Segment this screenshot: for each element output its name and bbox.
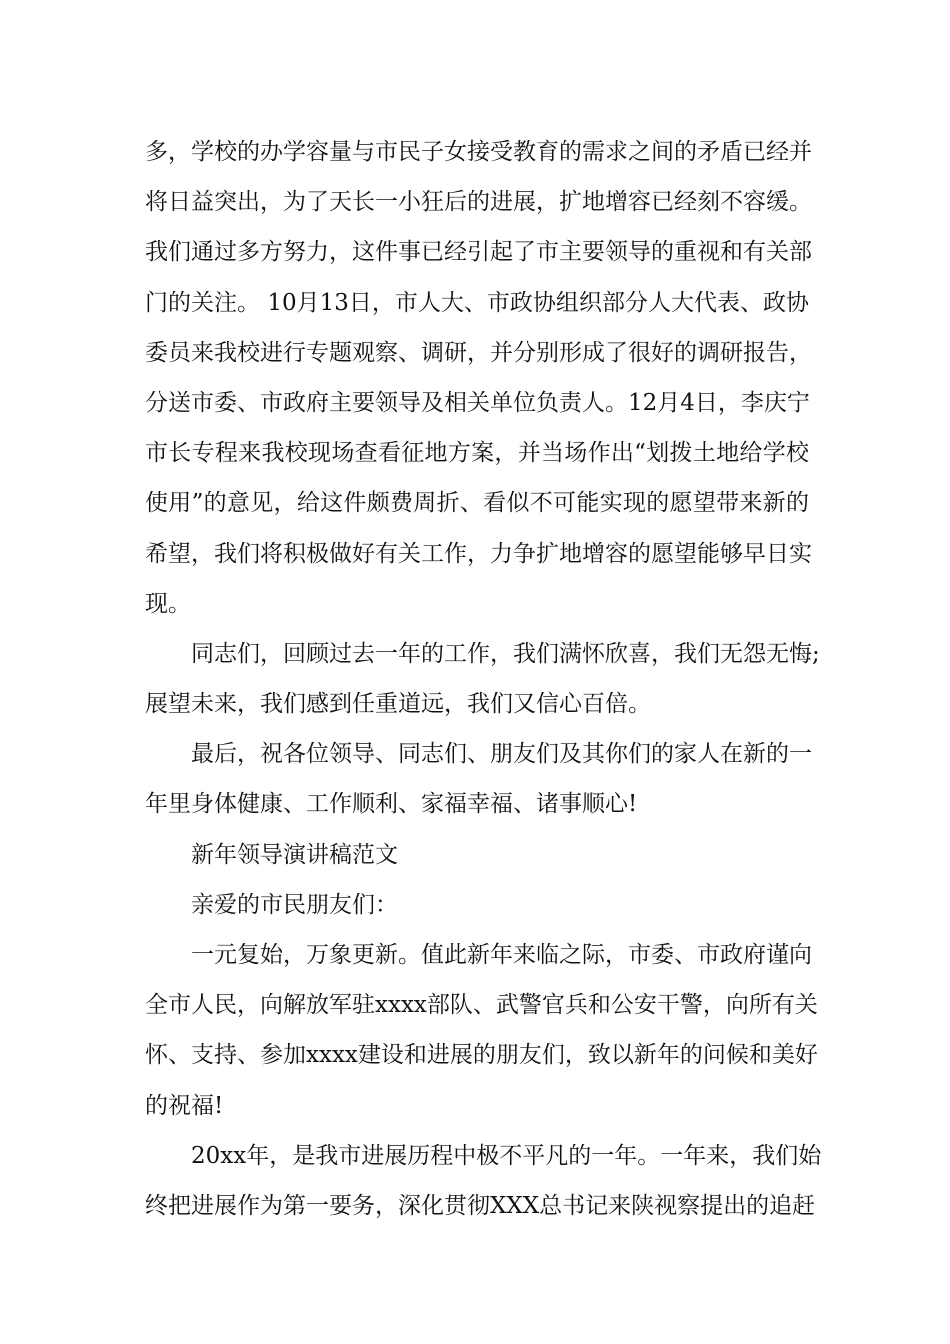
text-line: 分送市委、市政府主要领导及相关单位负责人。12月4日，李庆宁 [145, 389, 810, 416]
text-line: 将日益突出，为了天长一小狂后的进展，扩地增容已经刻不容缓。 [145, 189, 812, 216]
text-line: 市长专程来我校现场查看征地方案，并当场作出“划拨土地给学校 [145, 440, 809, 467]
text-line: 20xx年，是我市进展历程中极不平凡的一年。一年来，我们始 [191, 1142, 822, 1169]
text-line: 使用”的意见，给这件颇费周折、看似不可能实现的愿望带来新的 [145, 490, 809, 517]
text-line: 委员来我校进行专题观察、调研，并分别形成了很好的调研报告， [145, 339, 812, 366]
text-line: 多，学校的办学容量与市民子女接受教育的需求之间的矛盾已经并 [145, 139, 812, 165]
text-line: 怀、支持、参加xxxx建设和进展的朋友们，致以新年的问候和美好 [145, 1042, 818, 1069]
text-line: 展望未来，我们感到任重道远，我们又信心百倍。 [145, 691, 651, 718]
text-line: 我们通过多方努力，这件事已经引起了市主要领导的重视和有关部 [145, 239, 812, 266]
text-line: 最后，祝各位领导、同志们、朋友们及其你们的家人在新的一 [191, 741, 812, 768]
text-line: 现。 [145, 590, 191, 617]
document-body [145, 127, 822, 1231]
text-line: 希望，我们将积极做好有关工作，力争扩地增容的愿望能够早日实 [145, 540, 812, 567]
text-line: 终把进展作为第一要务，深化贯彻XXX总书记来陕视察提出的追赶 [145, 1192, 816, 1219]
text-line: 的祝福! [145, 1092, 224, 1119]
text-line: 年里身体健康、工作顺利、家福幸福、诸事顺心! [145, 791, 638, 818]
text-line: 一元复始，万象更新。值此新年来临之际，市委、市政府谨向 [191, 942, 812, 968]
salutation: 亲爱的市民朋友们： [191, 891, 398, 918]
text-line: 同志们，回顾过去一年的工作，我们满怀欣喜，我们无怨无悔; [191, 640, 820, 667]
text-line: 门的关注。 10月13日，市人大、市政协组织部分人大代表、政协 [145, 289, 809, 316]
section-heading: 新年领导演讲稿范文 [191, 841, 398, 868]
text-line: 全市人民，向解放军驻xxxx部队、武警官兵和公安干警，向所有关 [145, 992, 818, 1019]
